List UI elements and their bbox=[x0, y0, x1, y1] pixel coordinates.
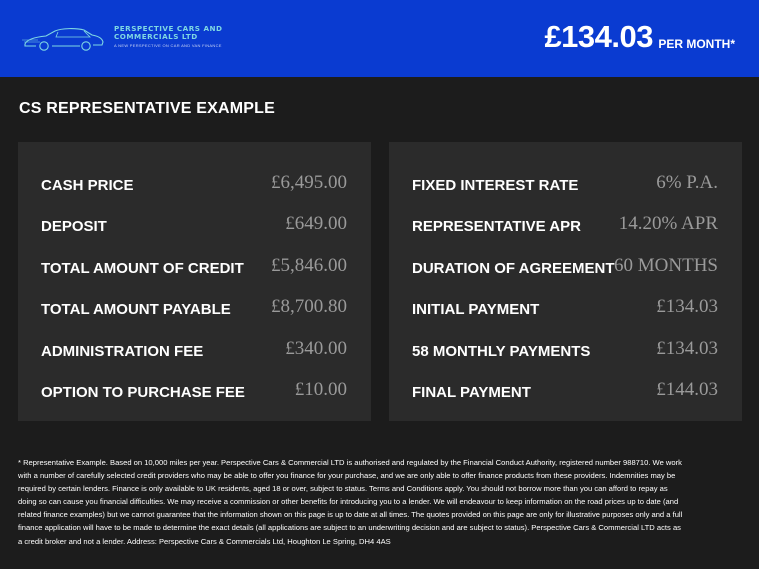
finance-row-label: INITIAL PAYMENT bbox=[412, 301, 540, 318]
monthly-price-unit: PER MONTH* bbox=[658, 37, 735, 51]
finance-row-cash-price bbox=[41, 172, 347, 194]
finance-row-monthly-payments bbox=[412, 338, 718, 360]
disclaimer-text: * Representative Example. Based on 10,000 miles per year. Perspective Cars & Commercial LTD is authorised and regulated by the Financial Conduct Authority, registered number 988710. We work with a number of carefully selected credit providers who may be able to offer you finance for your purchase, and we are only able to offer finance products from these providers. Indemnities may be required by certain lenders. Finance is only available to UK residents, aged 18 or over, subject to status. Terms and Conditions apply. You should not borrow more than you can afford to repay as doing so can cause you financial difficulties. We may receive a commission or other benefits for introducing you to a lender. We will endeavour to keep information on the road prices up to date (and related finance examples) but we cannot guarantee that the information shown on this page is up to date at all times. The quotes provided on this page are only for illustrative purposes only and a full finance application will have to be made to determine the exact details (all applications are subject to an underwriting decision and are subject to status). Perspective Cars & Commercial LTD acts as a credit broker and not a lender. Address: Perspective Cars & Commercials Ltd, Houghton Le Spring, DH4 4AS bbox=[18, 458, 683, 546]
brand-name: PERSPECTIVE CARS AND COMMERCIALS LTD bbox=[114, 24, 223, 41]
finance-row-value: £134.03 bbox=[656, 296, 718, 317]
monthly-price: £134.03 bbox=[544, 19, 653, 54]
brand-logo[interactable] bbox=[22, 24, 237, 54]
finance-row-label: OPTION TO PURCHASE FEE bbox=[41, 384, 245, 401]
finance-row-label: ADMINISTRATION FEE bbox=[41, 343, 204, 360]
finance-row-label: FINAL PAYMENT bbox=[412, 384, 531, 401]
finance-row-initial-payment bbox=[412, 296, 718, 318]
finance-row-label: DEPOSIT bbox=[41, 218, 107, 235]
finance-row-value: £10.00 bbox=[294, 379, 347, 400]
finance-row-value: £134.03 bbox=[656, 338, 718, 359]
finance-row-apr bbox=[412, 213, 718, 235]
finance-row-value: £6,495.00 bbox=[271, 172, 347, 193]
finance-row-label: TOTAL AMOUNT OF CREDIT bbox=[41, 260, 244, 277]
brand-tagline: A NEW PERSPECTIVE ON CAR AND VAN FINANCE bbox=[114, 43, 222, 48]
finance-row-option-fee bbox=[41, 379, 347, 401]
car-logo-icon bbox=[22, 26, 106, 52]
finance-row-total-payable bbox=[41, 296, 347, 318]
finance-row-duration bbox=[412, 255, 718, 277]
finance-panel-right bbox=[389, 142, 742, 421]
finance-row-total-credit bbox=[41, 255, 347, 277]
finance-row-label: 58 MONTHLY PAYMENTS bbox=[412, 343, 591, 360]
finance-row-label: FIXED INTEREST RATE bbox=[412, 177, 579, 194]
finance-row-value: £144.03 bbox=[656, 379, 718, 400]
section-title: CS REPRESENTATIVE EXAMPLE bbox=[19, 100, 275, 117]
finance-panel-left bbox=[18, 142, 371, 421]
finance-row-value: 6% P.A. bbox=[656, 172, 718, 193]
header-bar bbox=[0, 0, 759, 77]
finance-row-value: £340.00 bbox=[285, 338, 347, 359]
finance-row-label: DURATION OF AGREEMENT bbox=[412, 260, 615, 277]
finance-row-value: £8,700.80 bbox=[271, 296, 347, 317]
finance-row-final-payment bbox=[412, 379, 718, 401]
finance-row-value: £649.00 bbox=[285, 213, 347, 234]
finance-row-label: REPRESENTATIVE APR bbox=[412, 218, 581, 235]
finance-row-value: 60 MONTHS bbox=[614, 255, 718, 276]
finance-row-value: 14.20% APR bbox=[618, 213, 718, 234]
finance-row-deposit bbox=[41, 213, 347, 235]
finance-row-interest-rate bbox=[412, 172, 718, 194]
finance-row-label: CASH PRICE bbox=[41, 177, 134, 194]
finance-row-admin-fee bbox=[41, 338, 347, 360]
finance-row-value: £5,846.00 bbox=[271, 255, 347, 276]
finance-row-label: TOTAL AMOUNT PAYABLE bbox=[41, 301, 231, 318]
